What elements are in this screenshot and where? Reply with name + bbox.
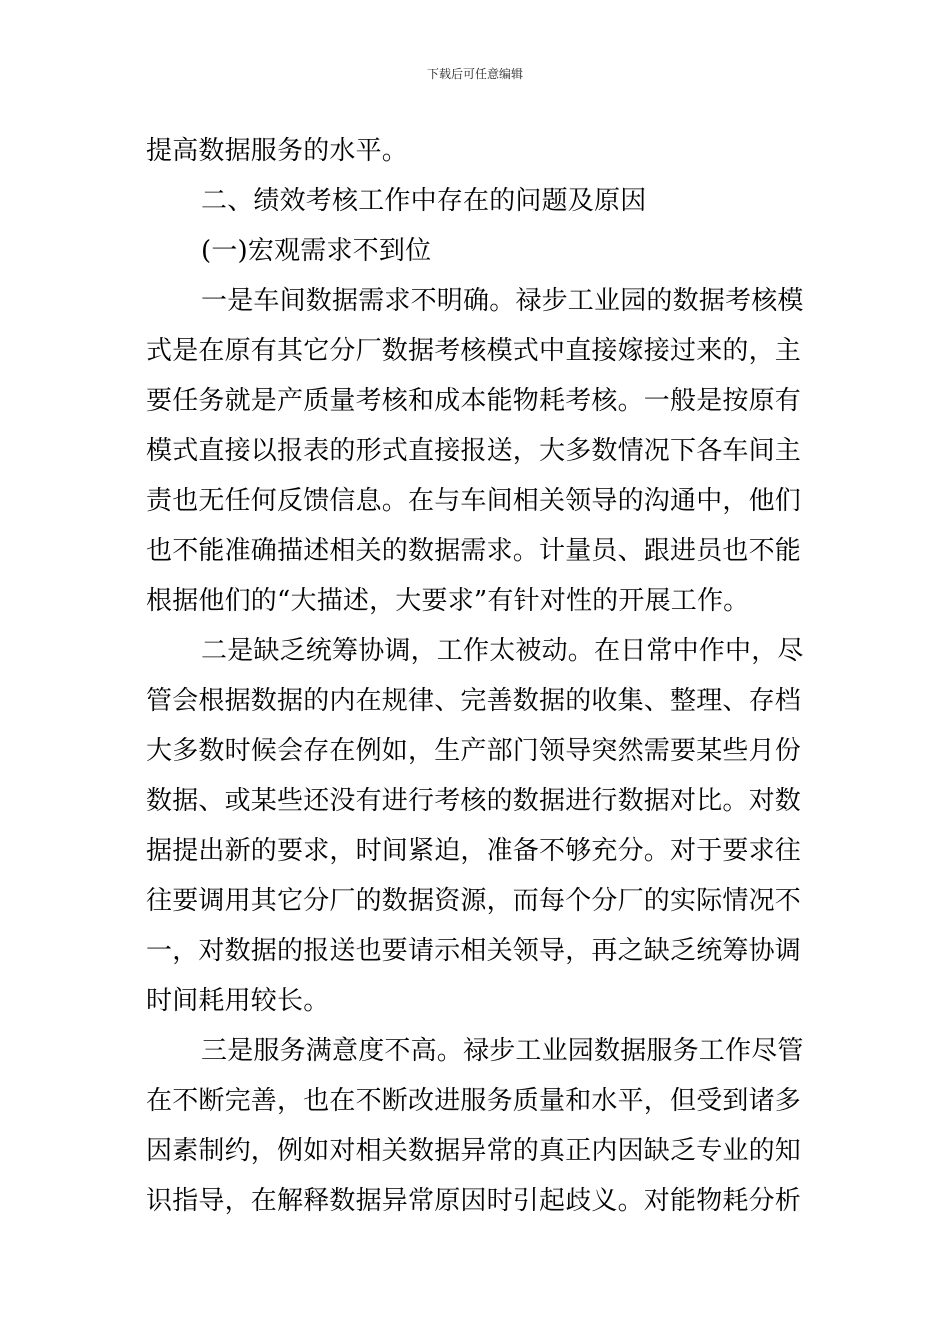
text-line: 提高数据服务的水平。 [146,136,409,166]
text-line: 要任务就是产质量考核和成本能物耗考核。一般是按原有 [146,386,802,416]
text-line: 往要调用其它分厂的数据资源，而每个分厂的实际情况不 [146,886,802,916]
text-line: 时间耗用较长。 [146,986,330,1016]
text-line: 据提出新的要求，时间紧迫，准备不够充分。对于要求往 [146,836,802,866]
text-line: 根据他们的“大描述，大要求”有针对性的开展工作。 [146,586,750,616]
text-line: 也不能准确描述相关的数据需求。计量员、跟进员也不能 [146,536,802,566]
paragraph-start: 一是车间数据需求不明确。禄步工业园的数据考核模 [201,286,804,316]
text-line: 识指导，在解释数据异常原因时引起歧义。对能物耗分析 [146,1186,802,1216]
text-line: 管会根据数据的内在规律、完善数据的收集、整理、存档 [146,686,802,716]
text-line: 大多数时候会存在例如，生产部门领导突然需要某些月份 [146,736,802,766]
text-line: 模式直接以报表的形式直接报送，大多数情况下各车间主 [146,436,802,466]
subsection-heading: (一)宏观需求不到位 [201,236,432,266]
section-heading: 二、绩效考核工作中存在的问题及原因 [201,186,647,216]
text-line: 在不断完善，也在不断改进服务质量和水平，但受到诸多 [146,1086,802,1116]
text-line: 式是在原有其它分厂数据考核模式中直接嫁接过来的，主 [146,336,802,366]
text-line: 因素制约，例如对相关数据异常的真正内因缺乏专业的知 [146,1136,802,1166]
paragraph-start: 三是服务满意度不高。禄步工业园数据服务工作尽管 [201,1036,804,1066]
document-body [146,126,808,1226]
text-line: 一，对数据的报送也要请示相关领导，再之缺乏统筹协调 [146,936,802,966]
text-line: 责也无任何反馈信息。在与车间相关领导的沟通中，他们 [146,486,802,516]
page-header-note: 下载后可任意编辑 [426,67,523,81]
paragraph-start: 二是缺乏统筹协调，工作太被动。在日常中作中，尽 [201,636,804,666]
text-line: 数据、或某些还没有进行考核的数据进行数据对比。对数 [146,786,802,816]
